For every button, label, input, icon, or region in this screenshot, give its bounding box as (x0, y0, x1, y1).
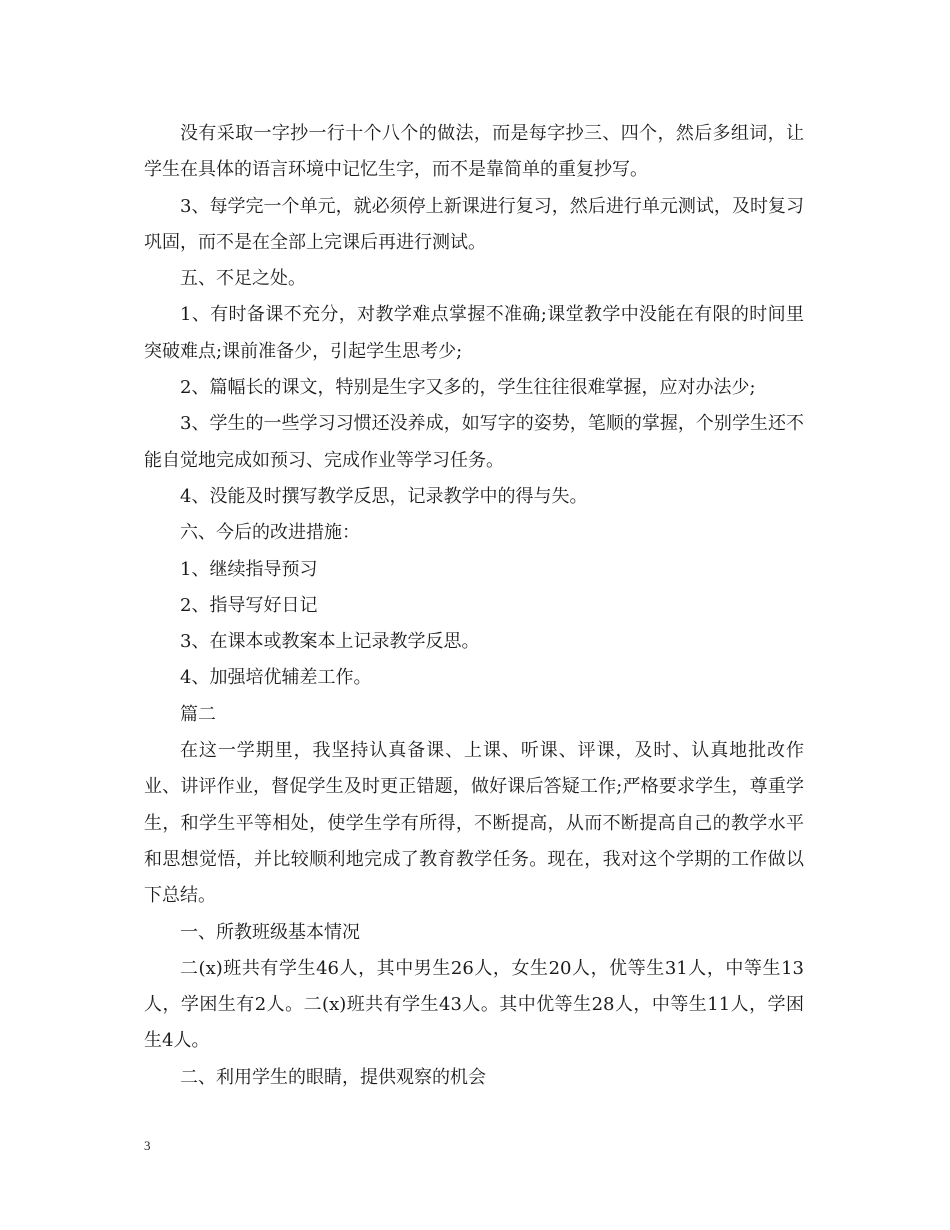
heading-shortcomings: 五、不足之处。 (180, 268, 306, 290)
paragraph-shortcoming-4: 4、没能及时撰写教学反思，记录教学中的得与失。 (180, 485, 588, 507)
page-number: 3 (144, 1138, 151, 1153)
heading-improvements: 六、今后的改进措施： (180, 522, 360, 544)
paragraph-improvement-1: 1、继续指导预习 (180, 558, 318, 580)
heading-class-situation: 一、所教班级基本情况 (180, 921, 360, 943)
paragraph-semester-intro: 在这一学期里，我坚持认真备课、上课、听课、评课，及时、认真地批改作业、讲评作业，督促学生及时更正错题，做好课后答疑工作;严格要求学生，尊重学生，和学生平等相处，使学生学有所得，不断提高，从而不断提高自己的教学水平和思想觉悟，并比较顺利地完成了教育教学任务。现在，我对这个学期的工作做以下总结。 (144, 740, 804, 907)
paragraph-improvement-4: 4、加强培优辅差工作。 (180, 667, 372, 689)
paragraph-improvement-2: 2、指导写好日记 (180, 594, 318, 616)
document-body (144, 116, 804, 1096)
paragraph-class-stats: 二(x)班共有学生46人，其中男生26人，女生20人，优等生31人，中等生13人，学困生有2人。二(x)班共有学生43人。其中优等生28人，中等生11人，学困生4人。 (144, 957, 804, 1052)
section-title-part-two: 篇二 (180, 703, 216, 725)
paragraph-unit-review: 3、每学完一个单元，就必须停上新课进行复习，然后进行单元测试，及时复习巩固，而不是在全部上完课后再进行测试。 (144, 195, 804, 253)
paragraph-shortcoming-3: 3、学生的一些学习习惯还没养成，如写字的姿势，笔顺的掌握，个别学生还不能自觉地完成如预习、完成作业等学习任务。 (144, 413, 804, 471)
paragraph-shortcoming-1: 1、有时备课不充分，对教学难点掌握不准确;课堂教学中没能在有限的时间里突破难点;课前准备少，引起学生思考少; (144, 304, 804, 362)
heading-observation: 二、利用学生的眼睛，提供观察的机会 (180, 1066, 486, 1088)
paragraph-shortcoming-2: 2、篇幅长的课文，特别是生字又多的，学生往往很难掌握，应对办法少; (180, 377, 756, 399)
paragraph-improvement-3: 3、在课本或教案本上记录教学反思。 (180, 631, 480, 653)
paragraph-copying-method: 没有采取一字抄一行十个八个的做法，而是每字抄三、四个，然后多组词，让学生在具体的语言环境中记忆生字，而不是靠简单的重复抄写。 (144, 123, 804, 181)
